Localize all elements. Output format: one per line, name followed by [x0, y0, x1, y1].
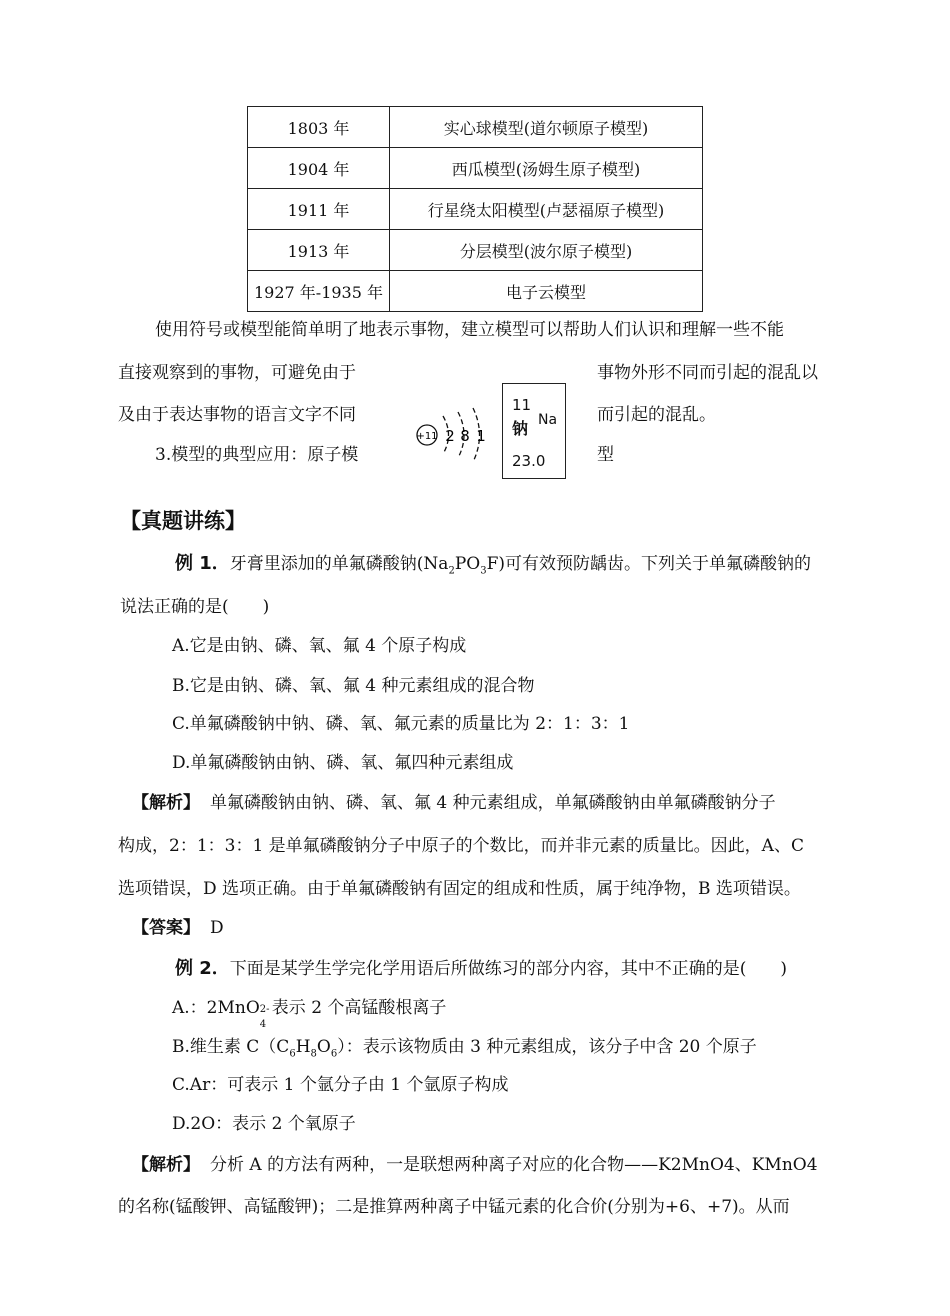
atomic-number: 11 — [512, 396, 532, 414]
q-sub-2: 3 — [480, 565, 487, 577]
model-cell: 电子云模型 — [390, 271, 703, 312]
sodium-atom-structure-diagram — [410, 398, 500, 468]
para-line-3b: 而引起的混乱。 — [597, 405, 716, 425]
q2-text: 下面是某学生学完化学用语后所做练习的部分内容，其中不正确的是( ) — [229, 959, 788, 979]
opt-b-text-b: H — [295, 1037, 311, 1057]
example-1-question — [175, 553, 812, 577]
option-b: B.它是由钠、磷、氧、氟 4 种元素组成的混合物 — [172, 676, 535, 696]
analysis-line-3: 选项错误，D 选项正确。由于单氟磷酸钠有固定的组成和性质，属于纯净物，B 选项错误。 — [118, 879, 801, 899]
ex2-option-b — [172, 1037, 757, 1060]
year-cell: 1927 年-1935 年 — [248, 271, 390, 312]
opt-b-text-d: ）：表示该物质由 3 种元素组成，该分子中含 20 个原子 — [337, 1037, 757, 1057]
year-cell: 1803 年 — [248, 107, 390, 148]
analysis-line-1 — [132, 795, 776, 812]
table-row — [248, 107, 703, 148]
sodium-element-card — [502, 383, 566, 479]
year-cell: 1913 年 — [248, 230, 390, 271]
q-text-c: F)可有效预防龋齿。下列关于单氟磷酸钠的 — [486, 554, 812, 574]
ex2-analysis-line-1 — [132, 1157, 818, 1174]
opt-b-text-a: B.维生素 C（C — [172, 1037, 290, 1057]
example-2-question — [175, 960, 787, 978]
element-name: 钠 — [512, 419, 529, 438]
q-sub-1: 2 — [448, 565, 455, 577]
ex2-option-a: A.：2MnO 2- 4 表示 2 个高锰酸根离子 — [172, 998, 447, 1030]
opt-b-text-c: O — [316, 1037, 331, 1057]
ex2-option-d: D.2O：表示 2 个氧原子 — [172, 1114, 356, 1134]
example-1-label: 例 1． — [175, 553, 230, 574]
option-c: C.单氟磷酸钠中钠、磷、氧、氟元素的质量比为 2：1：3：1 — [172, 714, 630, 734]
model-cell: 实心球模型(道尔顿原子模型) — [390, 107, 703, 148]
element-symbol: Na — [538, 412, 558, 428]
example-1-question-line-2: 说法正确的是( ) — [120, 597, 270, 617]
shell-electrons-3: 1 — [476, 427, 486, 445]
option-d: D.单氟磷酸钠由钠、磷、氧、氟四种元素组成 — [172, 753, 514, 773]
table-row — [248, 271, 703, 312]
opt-b-sub-2: 8 — [310, 1048, 317, 1060]
option-a: A.它是由钠、磷、氧、氟 4 个原子构成 — [172, 636, 467, 656]
answer-value: D — [210, 918, 224, 938]
nucleus-charge: +11 — [416, 431, 438, 442]
model-cell: 分层模型(波尔原子模型) — [390, 230, 703, 271]
table-row — [248, 148, 703, 189]
para-line-4a: 3.模型的典型应用：原子模 — [155, 445, 359, 465]
atom-model-history-table — [247, 106, 703, 312]
table-row — [248, 230, 703, 271]
q-text-b: PO — [454, 554, 481, 574]
year-cell: 1904 年 — [248, 148, 390, 189]
para-line-2b: 事物外形不同而引起的混乱以 — [597, 363, 818, 383]
answer-label: 【答案】 — [132, 918, 200, 938]
opt-b-sub-1: 6 — [289, 1048, 296, 1060]
shell-electrons-1: 2 — [445, 427, 455, 445]
example-2-label: 例 2． — [175, 958, 230, 979]
para-line-1: 使用符号或模型能简单明了地表示事物，建立模型可以帮助人们认识和理解一些不能 — [155, 320, 784, 340]
atomic-mass: 23.0 — [512, 452, 546, 470]
year-cell: 1911 年 — [248, 189, 390, 230]
model-cell: 行星绕太阳模型(卢瑟福原子模型) — [390, 189, 703, 230]
para-line-2a: 直接观察到的事物，可避免由于 — [118, 363, 356, 383]
analysis-label: 【解析】 — [132, 793, 200, 813]
ex2-option-c: C.Ar：可表示 1 个氩分子由 1 个氩原子构成 — [172, 1075, 509, 1095]
para-line-3a: 及由于表达事物的语言文字不同 — [118, 405, 356, 425]
analysis-text: 单氟磷酸钠由钠、磷、氧、氟 4 种元素组成，单氟磷酸钠由单氟磷酸钠分子 — [210, 793, 776, 813]
ex2-analysis-label: 【解析】 — [132, 1155, 200, 1175]
ex2-analysis-line-2: 的名称(锰酸钾、高锰酸钾)；二是推算两种离子中锰元素的化合价(分别为+6、+7)。从而 — [118, 1197, 790, 1217]
analysis-line-2: 构成，2：1：3：1 是单氟磷酸钠分子中原子的个数比，而并非元素的质量比。因此，A、C — [118, 836, 804, 856]
ex2-analysis-text: 分析 A 的方法有两种，一是联想两种离子对应的化合物——K2MnO4、KMnO4 — [210, 1155, 818, 1175]
section-title: 【真题讲练】 — [120, 509, 246, 533]
para-line-4b: 型 — [597, 445, 614, 465]
opt-a-desc: 表示 2 个高锰酸根离子 — [271, 998, 447, 1018]
opt-a-text: A.：2MnO — [172, 998, 260, 1018]
model-cell: 西瓜模型(汤姆生原子模型) — [390, 148, 703, 189]
opt-b-sub-3: 6 — [330, 1048, 338, 1060]
answer-line — [132, 920, 224, 937]
table-row — [248, 189, 703, 230]
shell-electrons-2: 8 — [460, 427, 470, 445]
q-text-a: 牙膏里添加的单氟磷酸钠(Na — [229, 554, 449, 574]
